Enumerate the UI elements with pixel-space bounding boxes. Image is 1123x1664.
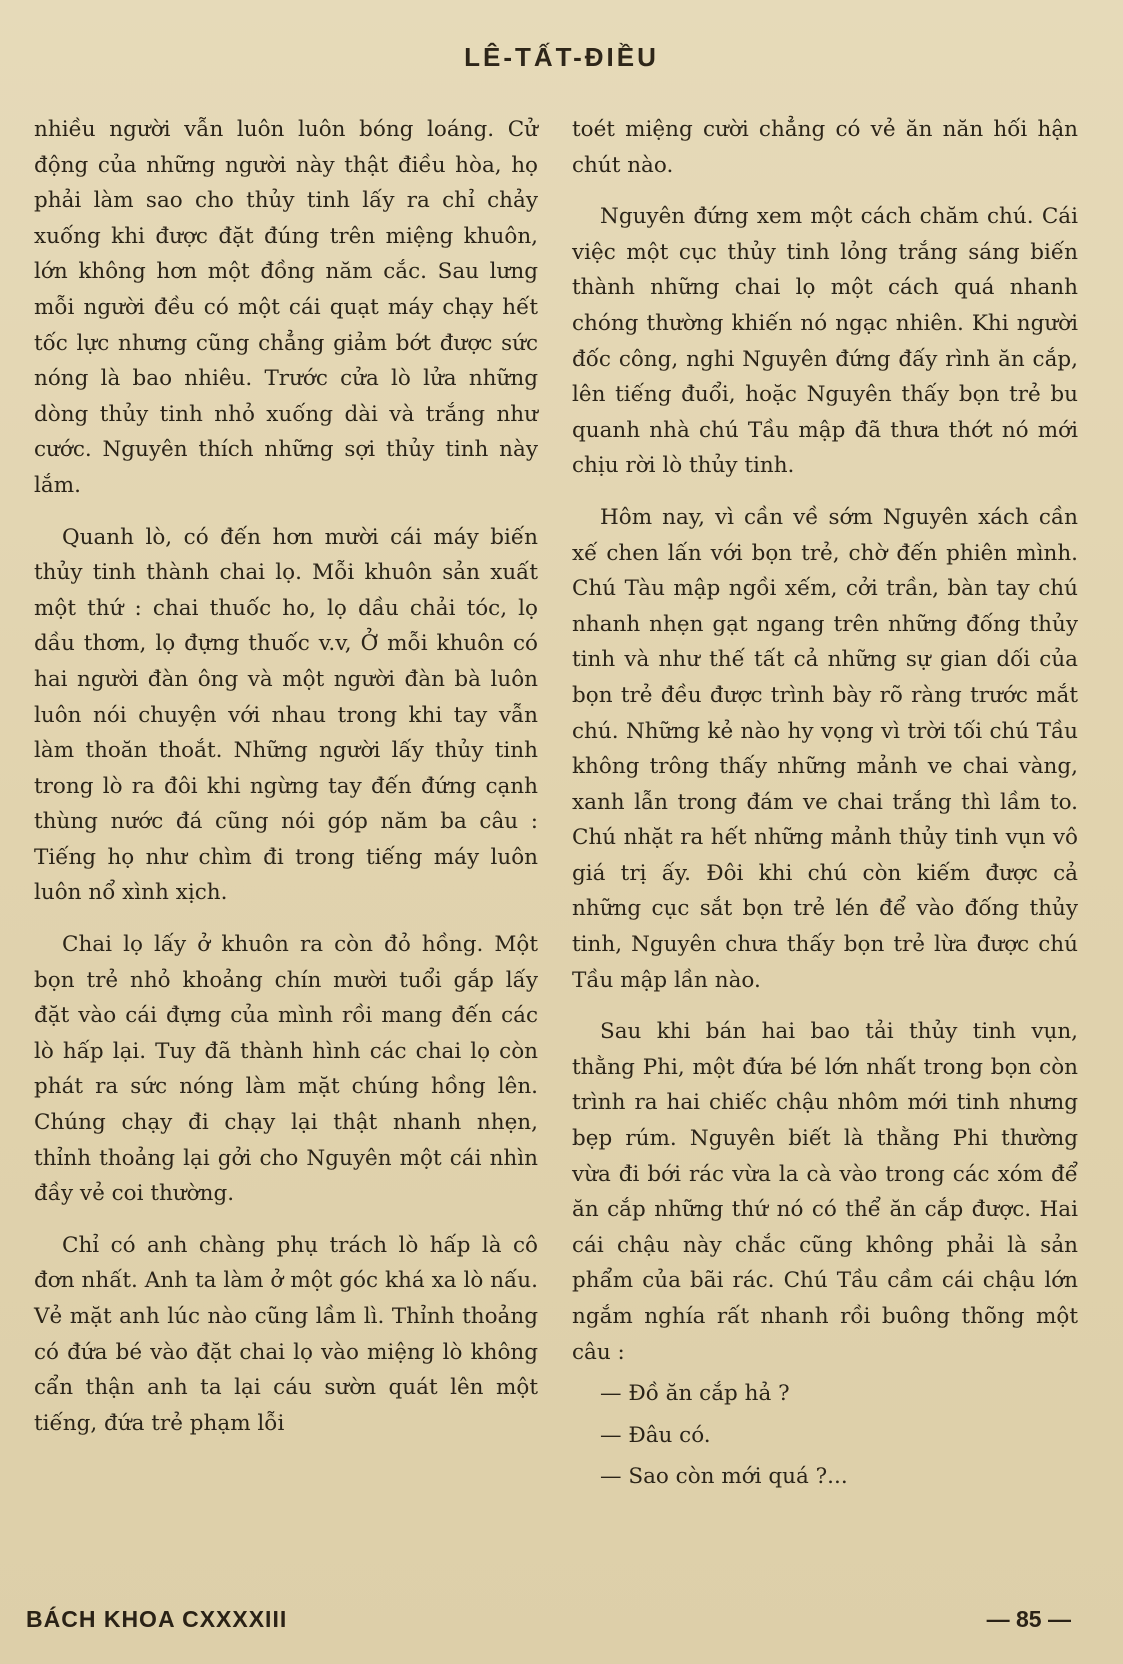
dialogue-line: — Đồ ăn cắp hả ? bbox=[600, 1381, 790, 1407]
paragraph: Chỉ có anh chàng phụ trách lò hấp là cô đơn nhất. Anh ta làm ở một góc khá xa lò nấu. Vẻ mặt anh lúc nào cũng lầm lì. Thỉnh thoảng có đứa bé vào đặt chai lọ vào miệng lò không cẩn thận anh ta lại cáu sườn quát lên một tiếng, đứa trẻ phạm lỗi bbox=[34, 1232, 538, 1436]
paragraph: Sau khi bán hai bao tải thủy tinh vụn, thằng Phi, một đứa bé lớn nhất trong bọn còn trình ra hai chiếc chậu nhôm mới tinh nhưng bẹp rúm. Nguyên biết là thằng Phi thường vừa đi bới rác vừa la cà vào trong các xóm để ăn cắp những thứ nó có thể ăn cắp được. Hai cái chậu này chắc cũng không phải là sản phẩm của bãi rác. Chú Tầu cầm cái chậu lớn ngắm nghía rất nhanh rồi buông thõng một câu : bbox=[572, 1019, 1078, 1365]
paragraph: toét miệng cười chẳng có vẻ ăn năn hối hận chút nào. bbox=[572, 117, 1078, 178]
paragraph: Nguyên đứng xem một cách chăm chú. Cái việc một cục thủy tinh lỏng trắng sáng biến thành những chai lọ một cách quá nhanh chóng thường khiến nó ngạc nhiên. Khi người đốc công, nghi Nguyên đứng đấy rình ăn cắp, lên tiếng đuổi, hoặc Nguyên thấy bọn trẻ bu quanh nhà chú Tầu mập đã thưa thớt nó mới chịu rời lò thủy tinh. bbox=[572, 204, 1078, 479]
page-number: — 85 — bbox=[986, 1606, 1071, 1632]
left-column bbox=[34, 112, 538, 1441]
dialogue-line: — Sao còn mới quá ?... bbox=[600, 1464, 848, 1490]
magazine-footer: BÁCH KHOA CXXXXIII bbox=[26, 1606, 288, 1632]
paragraph: Chai lọ lấy ở khuôn ra còn đỏ hồng. Một bọn trẻ nhỏ khoảng chín mười tuổi gắp lấy đặt vào cái đựng của mình rồi mang đến các lò hấp lại. Tuy đã thành hình các chai lọ còn phát ra sức nóng làm mặt chúng hồng lên. Chúng chạy đi chạy lại thật nhanh nhẹn, thỉnh thoảng lại gởi cho Nguyên một cái nhìn đầy vẻ coi thường. bbox=[34, 932, 538, 1207]
running-header: LÊ-TẤT-ĐIỀU bbox=[464, 42, 659, 72]
right-column bbox=[572, 112, 1078, 1495]
paragraph: Quanh lò, có đến hơn mười cái máy biến thủy tinh thành chai lọ. Mỗi khuôn sản xuất một thứ : chai thuốc ho, lọ dầu chải tóc, lọ dầu thơm, lọ đựng thuốc v.v, Ở mỗi khuôn có hai người đàn ông và một người đàn bà luôn luôn nói chuyện với nhau trong khi tay vẫn làm thoăn thoắt. Những người lấy thủy tinh trong lò ra đôi khi ngừng tay đến đứng cạnh thùng nước đá cũng nói góp năm ba câu : Tiếng họ như chìm đi trong tiếng máy luôn luôn nổ xình xịch. bbox=[34, 524, 538, 906]
paragraph: Hôm nay, vì cần về sớm Nguyên xách cần xế chen lấn với bọn trẻ, chờ đến phiên mình. Chú Tàu mập ngồi xếm, cởi trần, bàn tay chú nhanh nhẹn gạt ngang trên những đống thủy tinh và như thế tất cả những sự gian dối của bọn trẻ đều được trình bày rõ ràng trước mắt chú. Những kẻ nào hy vọng vì trời tối chú Tầu không trông thấy những mảnh ve chai vàng, xanh lẫn trong đám ve chai trắng thì lầm to. Chú nhặt ra hết những mảnh thủy tinh vụn vô giá trị ấy. Đôi khi chú còn kiếm được cả những cục sắt bọn trẻ lén để vào đống thủy tinh, Nguyên chưa thấy bọn trẻ lừa được chú Tầu mập lần nào. bbox=[572, 504, 1078, 993]
paragraph: nhiều người vẫn luôn luôn bóng loáng. Cử động của những người này thật điều hòa, họ phải làm sao cho thủy tinh lấy ra chỉ chảy xuống khi được đặt đúng trên miệng khuôn, lớn không hơn một đồng năm cắc. Sau lưng mỗi người đều có một cái quạt máy chạy hết tốc lực nhưng cũng chẳng giảm bớt được sức nóng là bao nhiêu. Trước cửa lò lửa những dòng thủy tinh nhỏ xuống dài và trắng như cước. Nguyên thích những sợi thủy tinh này lắm. bbox=[34, 117, 538, 498]
dialogue-line: — Đâu có. bbox=[600, 1422, 711, 1448]
